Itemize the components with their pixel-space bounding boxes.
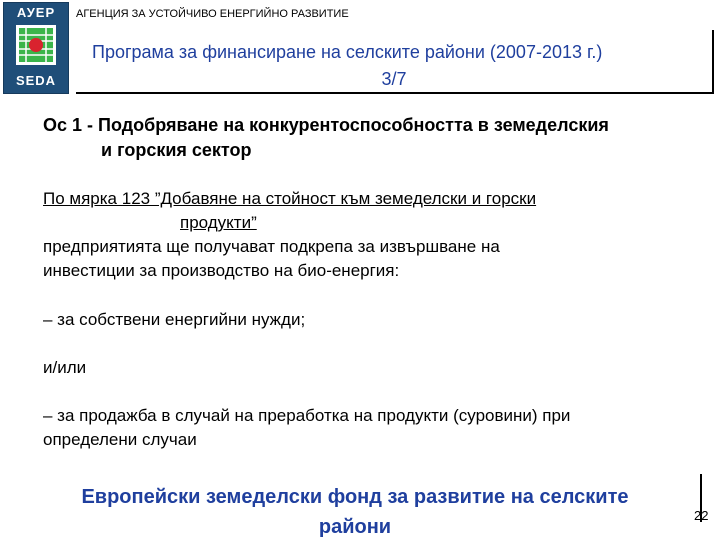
- agency-name: АГЕНЦИЯ ЗА УСТОЙЧИВО ЕНЕРГИЙНО РАЗВИТИЕ: [76, 8, 349, 20]
- page-number: 22: [694, 508, 709, 523]
- footer-title: [22, 482, 688, 542]
- slide-title: Програма за финансиране на селските райони (2007-2013 г.): [92, 42, 603, 62]
- axis-heading-line2: и горския сектор: [101, 140, 252, 160]
- logo-top-text: АУЕР: [16, 5, 56, 20]
- slide-subtitle: 3/7: [381, 69, 407, 89]
- seda-logo: [3, 2, 69, 94]
- list-item-line1: – за продажба в случай на преработка на продукти (суровини) при: [43, 406, 571, 425]
- list-item: – за собствени енергийни нужди;: [43, 310, 306, 329]
- footer-line1: Европейски земеделски фонд за развитие на селските: [81, 486, 629, 508]
- measure-line1: По мярка 123 ”Добавяне на стойност към земеделски и горски: [43, 189, 537, 208]
- axis-heading: [43, 113, 693, 163]
- list-item-line2: определени случаи: [43, 430, 197, 449]
- body-line1: предприятията ще получават подкрепа за извършване на: [43, 237, 500, 256]
- logo-emblem-icon: [16, 25, 56, 65]
- body-line2: инвестиции за производство на био-енергия:: [43, 261, 400, 280]
- measure-line2: продукти”: [180, 213, 257, 232]
- list-item: и/или: [43, 358, 87, 377]
- footer-line2: райони: [318, 516, 392, 538]
- list-item: [43, 404, 693, 452]
- axis-heading-line1: Ос 1 - Подобряване на конкурентоспособността в земеделския: [43, 115, 609, 135]
- measure-paragraph: [43, 187, 693, 283]
- title-box: [76, 30, 714, 94]
- logo-bottom-text: SEDA: [15, 73, 57, 88]
